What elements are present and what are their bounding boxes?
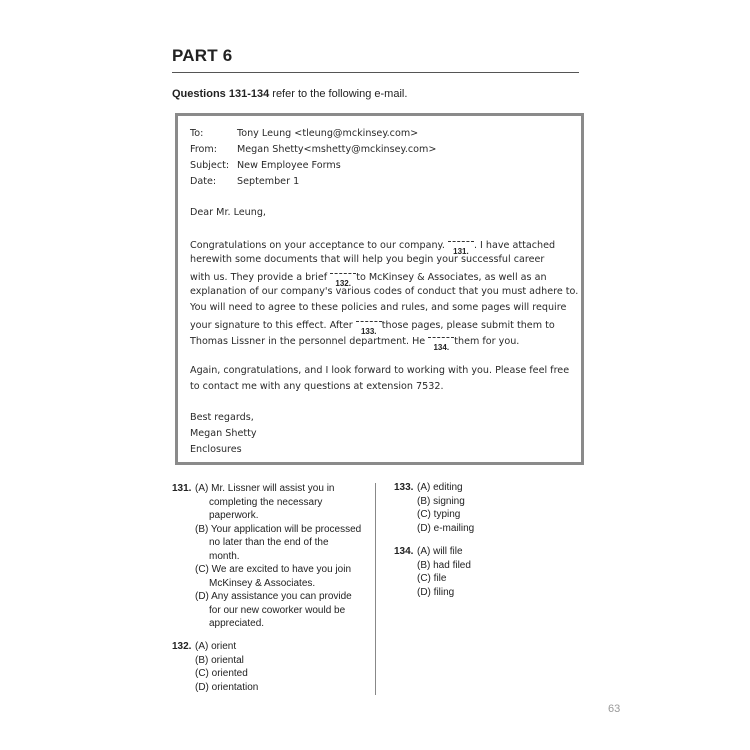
blank-132: 132. <box>330 270 356 280</box>
option-a[interactable]: (A) editing <box>417 482 463 493</box>
body-line: your signature to this effect. After 133. those pages, please submit them to <box>190 320 555 336</box>
blank-131: 131. <box>448 238 474 248</box>
blank-133: 133. <box>356 318 382 328</box>
body-line: Again, congratulations, and I look forward to working with you. Please feel free <box>190 365 570 376</box>
option-a[interactable]: (A) Mr. Lissner will assist you in <box>195 483 335 494</box>
question-133: 133. (A) editing (B) signing (C) typing (D) e-mailing <box>394 482 475 534</box>
email-to: To: Tony Leung <tleung@mckinsey.com> <box>190 128 419 139</box>
option-b[interactable]: (B) oriental <box>195 654 244 666</box>
email-date: Date: September 1 <box>190 176 300 187</box>
column-divider <box>375 483 376 695</box>
closing-name: Megan Shetty <box>190 428 257 439</box>
blank-134: 134. <box>428 334 454 344</box>
question-134: 134. (A) will file (B) had filed (C) file (D) filing <box>394 546 471 598</box>
question-range: Questions 131-134 <box>172 88 270 100</box>
instructions-text: refer to the following e-mail. <box>269 88 408 100</box>
email-from: From: Megan Shetty<mshetty@mckinsey.com> <box>190 144 437 155</box>
instructions <box>172 88 407 100</box>
option-a[interactable]: (A) orient <box>195 641 237 652</box>
part-title: PART 6 <box>172 46 233 65</box>
question-131: 131. (A) Mr. Lissner will assist you in completing the necessary paperwork. (B) Your application will be processed no later than the end of the month. (C) We are excited to have you join McKinsey & Associates. (D) Any assistance you can provide for our new coworker would be appreciated. <box>172 483 362 629</box>
email-greeting: Dear Mr. Leung, <box>190 207 266 218</box>
option-d[interactable]: (D) Any assistance you can provide <box>195 591 352 602</box>
body-line: Congratulations on your acceptance to our company. 131. . I have attached <box>190 240 556 256</box>
closing-enclosures: Enclosures <box>190 444 242 455</box>
option-b[interactable]: (B) Your application will be processed <box>195 523 362 535</box>
option-c[interactable]: (C) oriented <box>195 668 248 679</box>
option-c[interactable]: (C) typing <box>417 509 461 520</box>
body-line: with us. They provide a brief 132. to McKinsey & Associates, as well as an <box>190 272 547 288</box>
page-number: 63 <box>608 703 621 715</box>
body-line: to contact me with any questions at extension 7532. <box>190 381 444 392</box>
option-d[interactable]: (D) e-mailing <box>417 522 475 534</box>
body-line: herewith some documents that will help you begin your successful career <box>190 254 545 265</box>
body-line: You will need to agree to these policies and rules, and some pages will require <box>190 302 567 313</box>
email-subject: Subject: New Employee Forms <box>190 160 341 171</box>
option-d[interactable]: (D) filing <box>417 586 455 598</box>
title-rule <box>172 72 579 73</box>
body-line: Thomas Lissner in the personnel department. He 134. them for you. <box>190 336 520 352</box>
option-a[interactable]: (A) will file <box>417 546 463 557</box>
option-c[interactable]: (C) file <box>417 573 447 584</box>
body-line: explanation of our company's various codes of conduct that you must adhere to. <box>190 286 579 297</box>
question-132: 132. (A) orient (B) oriental (C) oriented (D) orientation <box>172 641 259 693</box>
closing-regards: Best regards, <box>190 412 254 423</box>
email-box <box>175 113 584 465</box>
option-d[interactable]: (D) orientation <box>195 681 259 693</box>
option-b[interactable]: (B) signing <box>417 495 465 507</box>
option-c[interactable]: (C) We are excited to have you join <box>195 564 352 575</box>
option-b[interactable]: (B) had filed <box>417 559 471 571</box>
